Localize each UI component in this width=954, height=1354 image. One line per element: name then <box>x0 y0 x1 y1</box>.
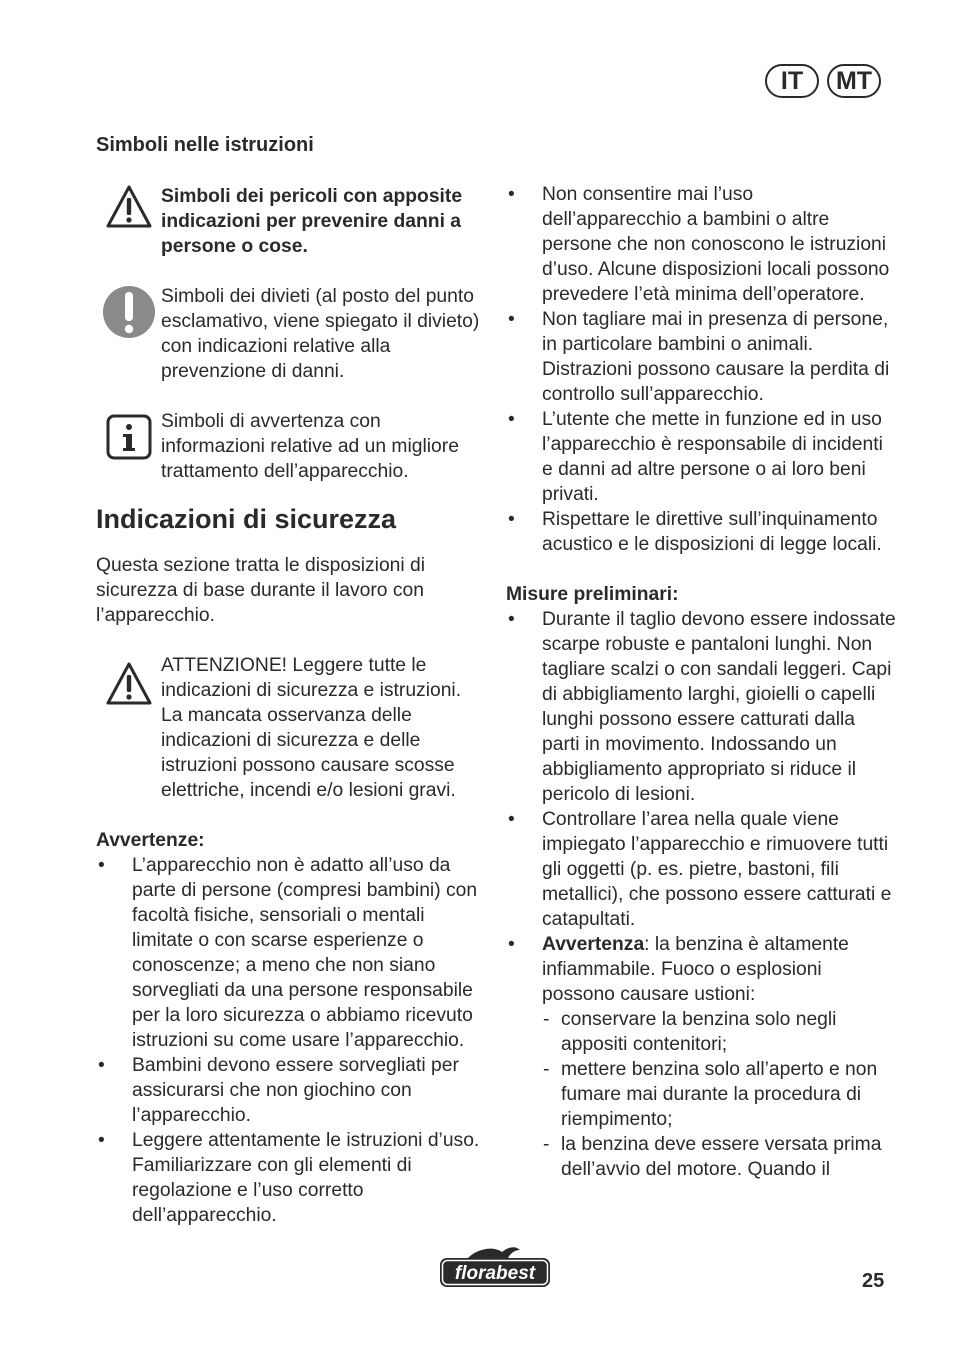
left-column <box>96 132 486 1228</box>
list-item: • Leggere attentamente le istruzioni d’uso. Familiarizzare con gli elementi di regolazione e l’uso corretto dell’apparecchio. <box>96 1128 486 1228</box>
danger-symbol-text: Simboli dei pericoli con apposite indicazioni per prevenire danni a persone o cose. <box>161 186 463 257</box>
warnings-title: Avvertenze: <box>96 830 205 851</box>
info-symbol-text: Simboli di avvertenza con informazioni relative ad un migliore trattamento dell’apparecchio. <box>161 411 459 482</box>
preliminary-title: Misure preliminari: <box>506 584 679 605</box>
danger-symbol-row <box>96 184 486 259</box>
list-item: • Rispettare le direttive sull’inquinamento acustico e le disposizioni di legge locali. <box>506 507 896 557</box>
list-item: - la benzina deve essere versata prima dell’avvio del motore. Quando il <box>542 1132 896 1182</box>
prohibition-symbol-text: Simboli dei divieti (al posto del punto esclamativo, viene spiegato il divieto) con indicazioni relative alla prevenzione di danni. <box>161 286 480 382</box>
page-number: 25 <box>862 1270 885 1292</box>
language-badges <box>765 64 889 98</box>
prohibition-exclamation-icon <box>96 284 161 340</box>
petrol-warning-label: Avvertenza <box>542 934 645 955</box>
list-item: - conservare la benzina solo negli appositi contenitori; <box>542 1007 896 1057</box>
info-icon <box>96 409 161 463</box>
list-item: • Bambini devono essere sorvegliati per assicurarsi che non giochino con l’apparecchio. <box>96 1053 486 1128</box>
petrol-sublist <box>542 1007 896 1182</box>
right-column <box>506 132 896 1182</box>
preliminary-list <box>506 607 896 1182</box>
list-item: • Durante il taglio devono essere indossate scarpe robuste e pantaloni lunghi. Non tagliare scalzi o con sandali leggeri. Capi di abbigliamento larghi, gioielli o capelli lunghi possono essere catturati dalla parti in movimento. Indossando un abbigliamento appropriato si riduce il pericolo di lesioni. <box>506 607 896 807</box>
attention-text: ATTENZIONE! Leggere tutte le indicazioni di sicurezza e istruzioni. La mancata osservanza delle indicazioni di sicurezza e delle istruzioni possono causare scosse elettriche, incendi e/o lesioni gravi. <box>161 655 462 801</box>
language-badge-mt: MT <box>827 64 881 98</box>
attention-row <box>96 653 486 803</box>
list-item: • L’utente che mette in funzione ed in uso l’apparecchio è responsabile di incidenti e danni ad altre persone o ai loro beni privati. <box>506 407 896 507</box>
info-symbol-row <box>96 409 486 484</box>
warning-triangle-icon <box>96 653 161 707</box>
warnings-list-left <box>96 853 486 1228</box>
safety-heading: Indicazioni di sicurezza <box>96 504 397 534</box>
warning-triangle-icon <box>96 184 161 230</box>
language-badge-it: IT <box>765 64 819 98</box>
warnings-list-right <box>506 182 896 557</box>
list-item: • L’apparecchio non è adatto all’uso da parte di persone (compresi bambini) con facoltà fisiche, sensoriali o mentali limitate o con scarse esperienze o conoscenze; a meno che non siano sorvegliati da una persone responsabile per la loro sicurezza o abbiamo ricevuto istruzioni su come usare l’apparecchio. <box>96 853 486 1053</box>
safety-intro: Questa sezione tratta le disposizioni di sicurezza di base durante il lavoro con l’apparecchio. <box>96 555 426 626</box>
list-item: • Controllare l’area nella quale viene impiegato l’apparecchio e rimuovere tutti gli oggetti (p. es. pietre, bastoni, fili metallici), che possono essere catturati e catapultati. <box>506 807 896 932</box>
petrol-warning-item <box>506 932 896 1182</box>
list-item: • Non consentire mai l’uso dell’apparecchio a bambini o altre persone che non conoscono le istruzioni d’uso. Alcune disposizioni locali possono prevedere l’età minima dell’operatore. <box>506 182 896 307</box>
brand-text: florabest <box>454 1263 536 1284</box>
florabest-logo <box>438 1244 552 1295</box>
petrol-warning-text: : la benzina è altamente infiammabile. Fuoco o esplosioni possono causare ustioni: <box>542 934 849 1005</box>
symbols-heading: Simboli nelle istruzioni <box>96 134 314 156</box>
list-item: • Non tagliare mai in presenza di persone, in particolare bambini o animali. Distrazioni possono causare la perdita di controllo sull’apparecchio. <box>506 307 896 407</box>
prohibition-symbol-row <box>96 284 486 384</box>
list-item: - mettere benzina solo all’aperto e non fumare mai durante la procedura di riempimento; <box>542 1057 896 1132</box>
